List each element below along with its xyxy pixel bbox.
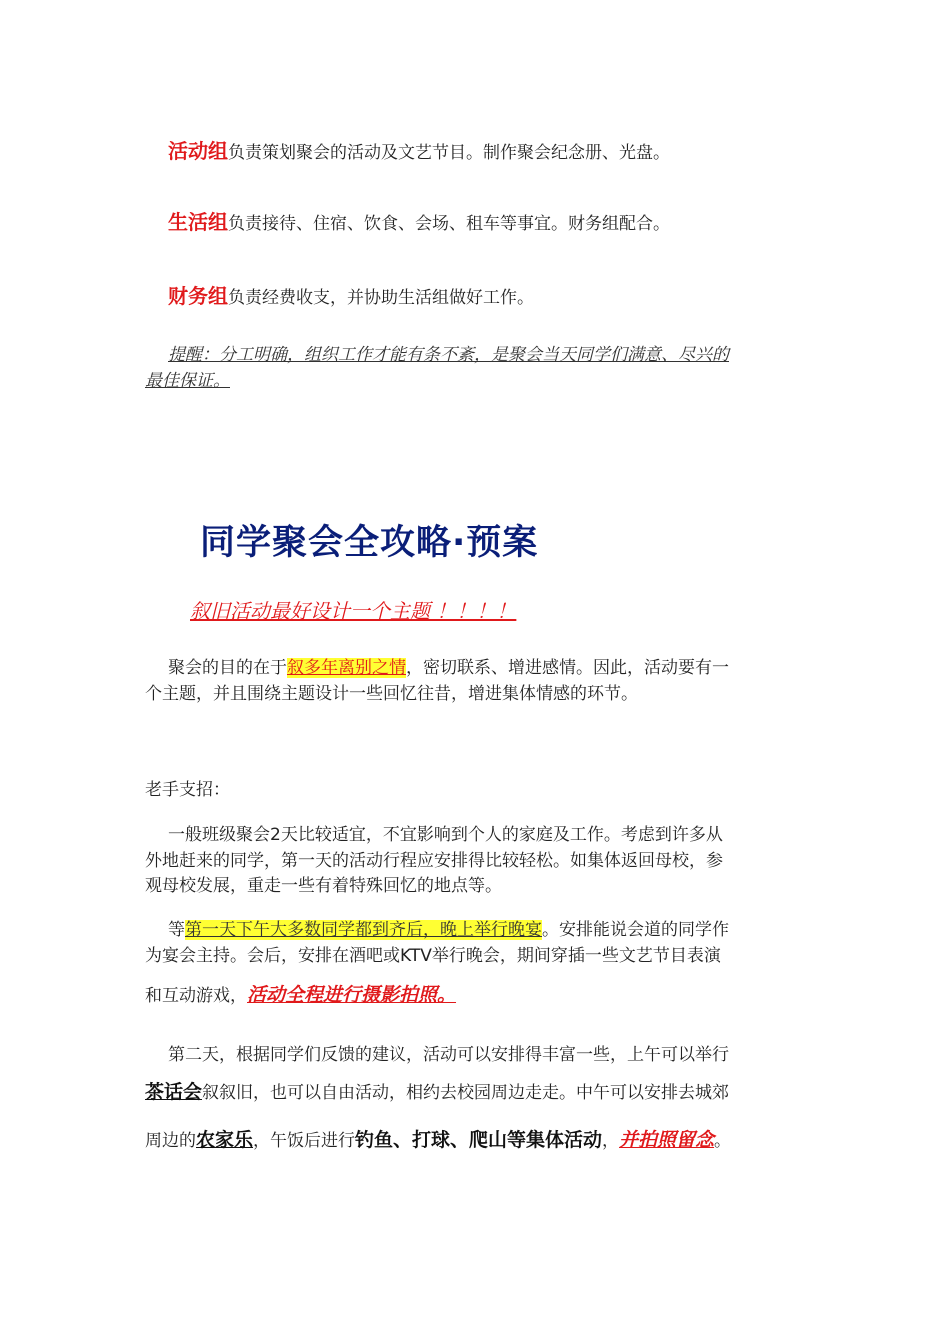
group-text: 负责接待、住宿、饮食、会场、租车等事宜。财务组配合。 xyxy=(228,214,670,234)
para4-line1: 第二天，根据同学们反馈的建议，活动可以安排得丰富一些，上午可以举行 xyxy=(168,1045,729,1065)
group-label: 生活组 xyxy=(168,210,228,234)
text: ，午饭后进行 xyxy=(253,1131,356,1151)
text: 周边的 xyxy=(145,1131,196,1151)
farm-stay: 农家乐 xyxy=(196,1129,254,1151)
group-label: 活动组 xyxy=(168,139,228,163)
group-finance xyxy=(168,284,828,310)
para2-line2: 外地赶来的同学，第一天的活动行程应安排得比较轻松。如集体返回母校，参 xyxy=(145,851,723,871)
reminder-line2: 最佳保证。 xyxy=(145,371,230,391)
group-text: 负责策划聚会的活动及文艺节目。制作聚会纪念册、光盘。 xyxy=(228,143,670,163)
group-activity xyxy=(168,139,828,165)
para1-line1 xyxy=(168,656,828,680)
text: 天比较适宜，不宜影响到个人的家庭及工作。考虑到许多从 xyxy=(280,825,723,845)
page-title: 同学聚会全攻略·预案 xyxy=(200,523,539,563)
text: 一般班级聚会 xyxy=(168,825,270,845)
text: 聚会的目的在于 xyxy=(168,658,287,678)
text: 。安排能说会道的同学作 xyxy=(542,920,729,940)
text: 和互动游戏， xyxy=(145,986,247,1006)
text: 为宴会主持。会后，安排在酒吧或 xyxy=(145,946,400,966)
ktv: KTV xyxy=(400,946,432,966)
photo-emphasis: 并拍照留念 xyxy=(619,1129,715,1151)
highlight: 第一天下午大多数同学都到齐后，晚上举行晚宴 xyxy=(185,920,542,940)
highlight: 叙多年离别之情 xyxy=(287,658,406,678)
para3-line2 xyxy=(145,944,805,968)
para2-line1 xyxy=(168,823,828,847)
group-label: 财务组 xyxy=(168,284,228,308)
activities: 钓鱼、打球、爬山等集体活动 xyxy=(355,1129,603,1151)
para4-line3 xyxy=(145,1128,805,1153)
reminder-line1: 提醒：分工明确，组织工作才能有条不紊，是聚会当天同学们满意、尽兴的 xyxy=(168,345,729,365)
subtitle: 叙旧活动最好设计一个主题 ！！！！ xyxy=(190,599,517,623)
text: 叙叙旧，也可以自由活动，相约去校园周边走走。中午可以安排去城郊 xyxy=(202,1083,730,1103)
para3-line1 xyxy=(168,918,828,942)
tips-heading: 老手支招： xyxy=(145,780,230,800)
text: 等 xyxy=(168,920,185,940)
text: 。 xyxy=(714,1131,732,1151)
para1-line2: 个主题，并且围绕主题设计一些回忆往昔，增进集体情感的环节。 xyxy=(145,684,638,704)
para4-line2 xyxy=(145,1080,805,1105)
tea-party: 茶话会 xyxy=(145,1081,203,1103)
number: 2 xyxy=(270,825,281,845)
text: ，密切联系、增进感情。因此，活动要有一 xyxy=(406,658,729,678)
group-text: 负责经费收支，并协助生活组做好工作。 xyxy=(228,288,534,308)
emphasis: 活动全程进行摄影拍照。 xyxy=(247,984,457,1006)
group-living xyxy=(168,210,828,236)
text: ， xyxy=(602,1131,620,1151)
text: 举行晚会，期间穿插一些文艺节目表演 xyxy=(431,946,721,966)
para2-line3: 观母校发展，重走一些有着特殊回忆的地点等。 xyxy=(145,876,502,896)
para3-line3 xyxy=(145,983,805,1008)
